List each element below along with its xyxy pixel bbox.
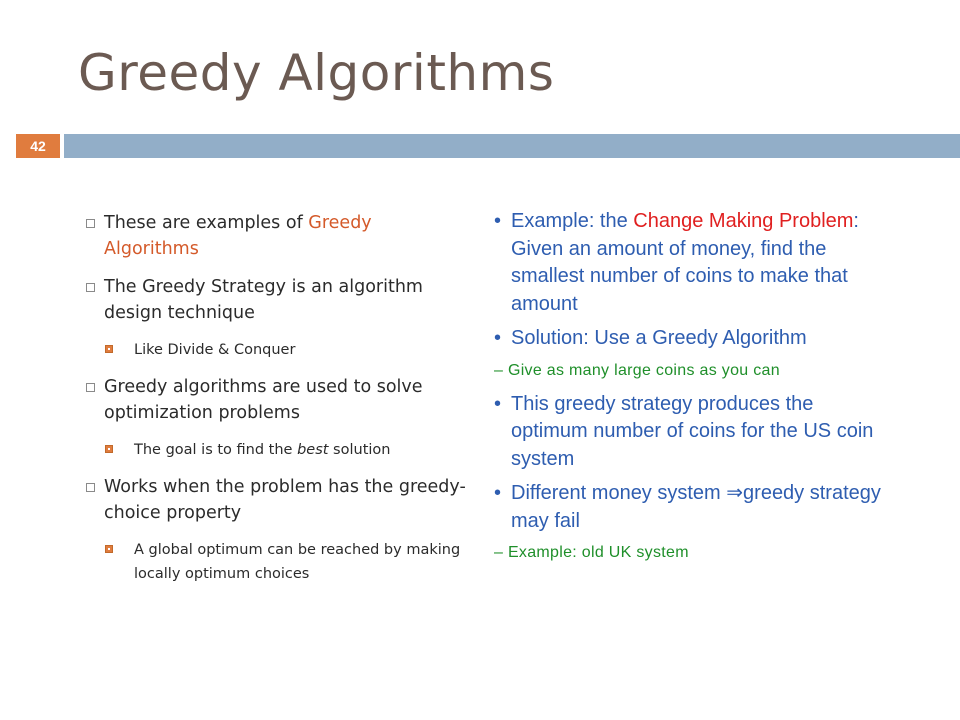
left-item-greedy-choice bbox=[86, 474, 466, 526]
left-subitem-best-solution bbox=[86, 438, 466, 462]
bullet-dot-icon: • bbox=[494, 210, 502, 232]
slide-title: Greedy Algorithms bbox=[78, 44, 555, 102]
left-column bbox=[86, 210, 466, 598]
left-item-text: The Greedy Strategy is an algorithm design technique bbox=[104, 277, 423, 323]
left-subitem-text: A global optimum can be reached by making locally optimum choices bbox=[134, 542, 461, 582]
right-sub-old-uk: – Example: old UK system bbox=[494, 544, 689, 561]
hollow-square-bullet-icon bbox=[86, 483, 95, 492]
filled-square-bullet-icon bbox=[105, 345, 113, 353]
best-emphasis: best bbox=[297, 442, 329, 458]
right-bullet-optimum-us bbox=[494, 391, 894, 474]
right-column bbox=[494, 208, 894, 573]
left-item-greedy-strategy bbox=[86, 274, 466, 326]
filled-square-bullet-icon bbox=[105, 445, 113, 453]
slide-number-badge: 42 bbox=[16, 134, 60, 158]
left-subitem-text: The goal is to find the bbox=[134, 442, 298, 458]
right-bullet-text: Different money system bbox=[511, 482, 727, 504]
change-making-problem-highlight: Change Making Problem bbox=[633, 210, 854, 232]
right-bullet-text: Solution: Use a Greedy Algorithm bbox=[511, 327, 807, 349]
left-subitem-global-optimum bbox=[86, 538, 466, 586]
hollow-square-bullet-icon bbox=[86, 383, 95, 392]
filled-square-bullet-icon bbox=[105, 545, 113, 553]
right-bullet-different-system bbox=[494, 480, 894, 535]
right-bullet-text: This greedy strategy produces the optimum number of coins for the US coin system bbox=[511, 392, 874, 470]
header-bar bbox=[64, 134, 960, 158]
hollow-square-bullet-icon bbox=[86, 283, 95, 292]
right-sub-large-coins: – Give as many large coins as you can bbox=[494, 361, 780, 379]
hollow-square-bullet-icon bbox=[86, 219, 95, 228]
greedy-algorithms-highlight: Greedy Algorithms bbox=[104, 213, 372, 259]
left-item-greedy-examples bbox=[86, 210, 466, 262]
bullet-dot-icon: • bbox=[494, 392, 502, 415]
left-subitem-text-end: solution bbox=[328, 442, 391, 458]
implies-arrow-icon: ⇒ bbox=[726, 482, 744, 504]
left-item-text: These are examples of bbox=[104, 213, 309, 233]
right-bullet-text-end: greedy strategy may fail bbox=[511, 482, 881, 532]
right-bullet-solution bbox=[494, 325, 894, 353]
left-subitem-divide-conquer bbox=[86, 338, 466, 362]
bullet-dot-icon: • bbox=[494, 482, 502, 504]
left-item-text: Greedy algorithms are used to solve optimization problems bbox=[104, 377, 423, 423]
left-item-text: Works when the problem has the greedy-choice property bbox=[104, 477, 466, 523]
right-bullet-text: Example: the bbox=[511, 210, 634, 232]
right-bullet-change-making bbox=[494, 208, 894, 318]
left-subitem-text: Like Divide & Conquer bbox=[134, 342, 296, 358]
left-item-optimization bbox=[86, 374, 466, 426]
bullet-dot-icon: • bbox=[494, 327, 502, 349]
right-bullet-text-end: : Given an amount of money, find the smallest number of coins to make that amount bbox=[511, 210, 859, 315]
